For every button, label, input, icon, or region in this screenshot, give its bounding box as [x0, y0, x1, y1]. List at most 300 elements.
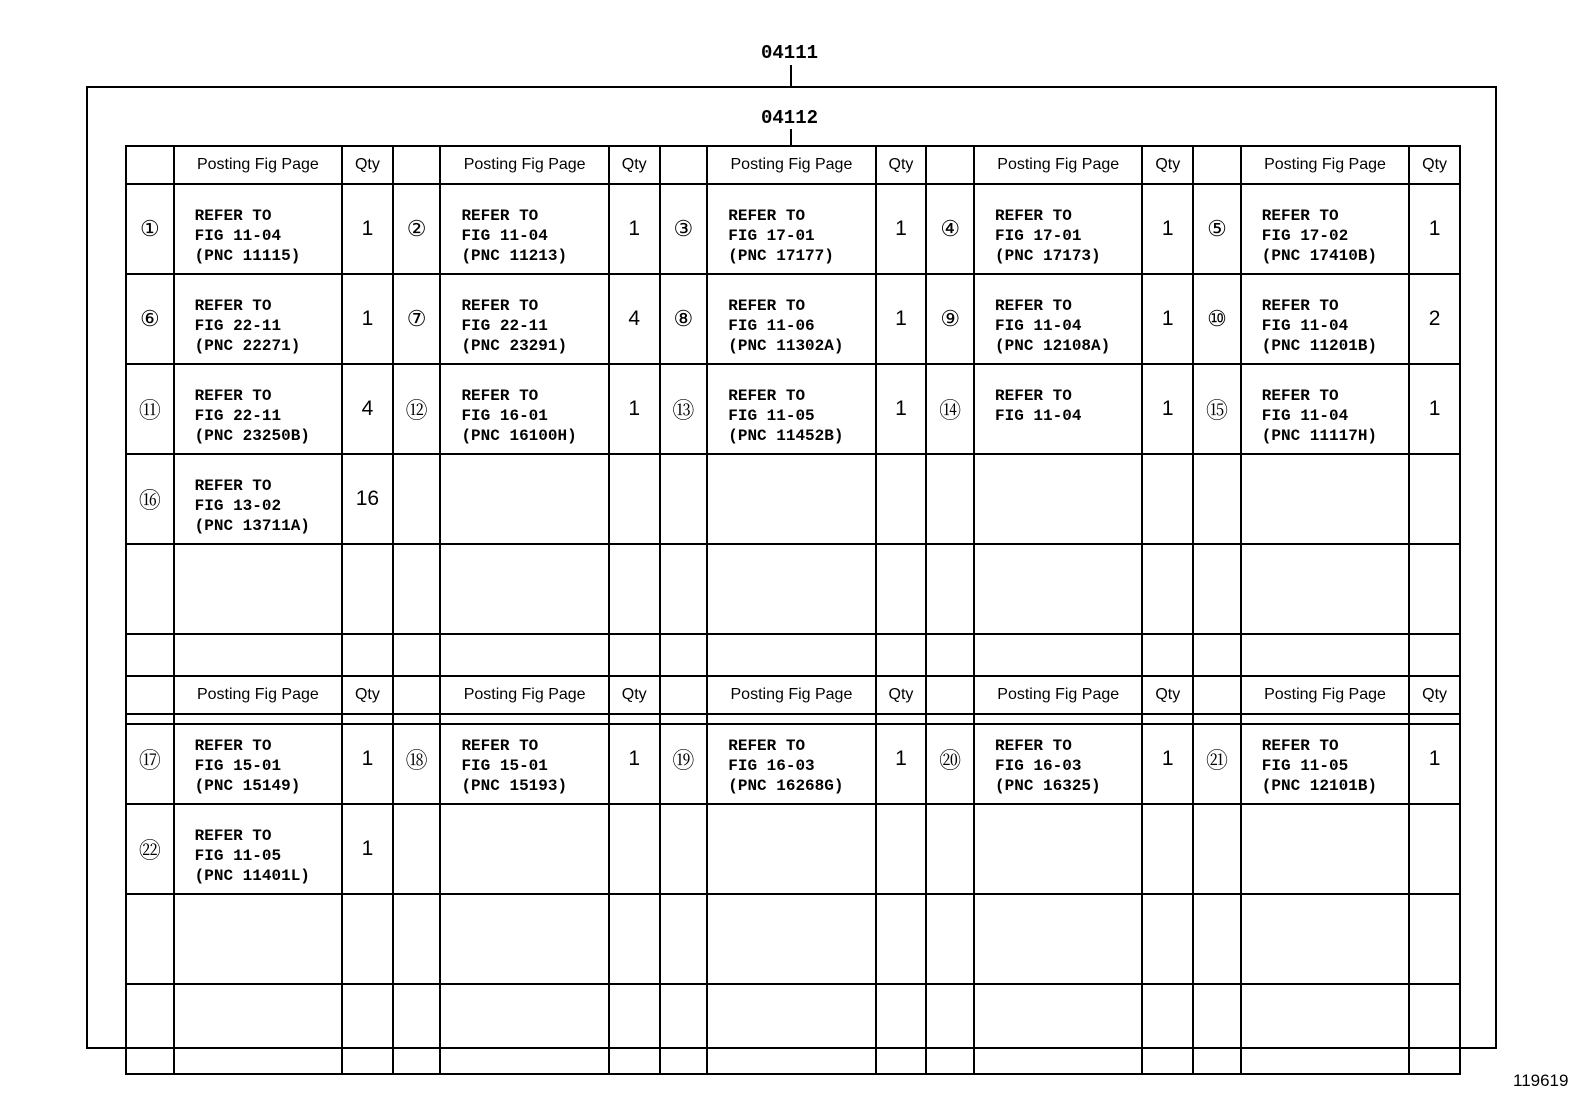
pnc-text: (PNC 12101B) — [1261, 776, 1378, 795]
posting-reference — [1241, 544, 1409, 634]
quantity — [1409, 454, 1460, 544]
posting-reference — [974, 984, 1142, 1074]
pnc-text: (PNC 17173) — [995, 246, 1101, 265]
fig-page-text — [461, 936, 607, 956]
item-number — [126, 544, 174, 634]
pnc-text: (PNC 11117H) — [1261, 426, 1378, 445]
fig-page-text: FIG 11-04 — [995, 316, 1082, 335]
item-number: ② — [393, 184, 441, 274]
item-number — [660, 984, 708, 1074]
fig-page-text: FIG 11-04 — [461, 226, 548, 245]
pnc-text: (PNC 11452B) — [728, 426, 844, 445]
fig-page-text — [461, 586, 607, 606]
quantity: 4 — [609, 274, 660, 364]
refer-to-text: REFER TO — [728, 296, 806, 315]
quantity — [342, 984, 393, 1074]
posting-reference — [974, 714, 1142, 804]
header-posting-fig-page: Posting Fig Page — [974, 676, 1142, 714]
quantity: 1 — [876, 714, 927, 804]
fig-page-text — [995, 496, 1141, 516]
quantity: 1 — [609, 184, 660, 274]
refer-to-text: REFER TO — [1261, 206, 1339, 225]
header-index-cell — [926, 676, 974, 714]
quantity: 1 — [1409, 714, 1460, 804]
pnc-text — [461, 1046, 607, 1066]
pnc-text — [461, 606, 607, 626]
quantity: 1 — [876, 184, 927, 274]
posting-reference — [174, 544, 342, 634]
fig-page-text — [461, 1026, 607, 1046]
posting-reference — [1241, 804, 1409, 894]
refer-to-text — [995, 476, 1141, 496]
quantity — [876, 804, 927, 894]
item-number — [1193, 454, 1241, 544]
item-number: ⑪ — [126, 364, 174, 454]
refer-to-text: REFER TO — [461, 386, 539, 405]
refer-to-text: REFER TO — [194, 736, 272, 755]
refer-to-text — [1262, 566, 1408, 586]
item-number — [126, 984, 174, 1074]
fig-page-text — [995, 586, 1141, 606]
fig-page-text — [1262, 846, 1408, 866]
refer-to-text — [461, 1006, 607, 1026]
fig-page-text — [1262, 1026, 1408, 1046]
quantity: 1 — [342, 274, 393, 364]
inner-leader-line — [790, 129, 792, 146]
quantity: 1 — [1409, 184, 1460, 274]
posting-reference — [707, 364, 875, 454]
header-qty: Qty — [342, 146, 393, 184]
refer-to-text — [728, 566, 874, 586]
item-number — [1193, 984, 1241, 1074]
quantity: 16 — [342, 454, 393, 544]
posting-reference — [1241, 364, 1409, 454]
quantity — [1142, 454, 1193, 544]
item-number: ⑥ — [126, 274, 174, 364]
pnc-text — [1262, 606, 1408, 626]
refer-to-text: REFER TO — [194, 476, 272, 495]
fig-page-text — [728, 1026, 874, 1046]
quantity — [876, 454, 927, 544]
refer-to-text — [728, 1006, 874, 1026]
pnc-text: (PNC 16268G) — [728, 776, 844, 795]
header-index-cell — [126, 676, 174, 714]
pnc-text — [728, 866, 874, 886]
item-number: ⑳ — [926, 714, 974, 804]
refer-to-text: REFER TO — [194, 296, 272, 315]
quantity: 1 — [1142, 184, 1193, 274]
posting-reference — [707, 894, 875, 984]
item-number — [1193, 894, 1241, 984]
item-number — [660, 454, 708, 544]
refer-to-text — [728, 476, 874, 496]
pnc-text — [995, 516, 1141, 536]
pnc-text — [995, 956, 1141, 976]
item-number: ① — [126, 184, 174, 274]
header-posting-fig-page: Posting Fig Page — [174, 146, 342, 184]
header-posting-fig-page: Posting Fig Page — [707, 146, 875, 184]
pnc-text — [195, 606, 341, 626]
pnc-text: (PNC 16100H) — [461, 426, 577, 445]
pnc-text — [728, 1046, 874, 1066]
posting-reference — [174, 184, 342, 274]
item-number — [393, 894, 441, 984]
pnc-text — [461, 866, 607, 886]
header-qty: Qty — [876, 676, 927, 714]
header-qty: Qty — [1142, 146, 1193, 184]
pnc-text — [728, 606, 874, 626]
table-row — [126, 714, 1460, 804]
fig-page-text: FIG 13-02 — [194, 496, 282, 515]
item-number: ㉑ — [1193, 714, 1241, 804]
header-index-cell — [393, 676, 441, 714]
pnc-text — [1262, 956, 1408, 976]
header-qty: Qty — [609, 146, 660, 184]
posting-reference — [707, 544, 875, 634]
pnc-text: (PNC 11115) — [194, 246, 301, 265]
quantity: 1 — [1409, 364, 1460, 454]
item-number — [1193, 804, 1241, 894]
item-number: ④ — [926, 184, 974, 274]
pnc-text: (PNC 17177) — [728, 246, 834, 265]
item-number: ⑮ — [1193, 364, 1241, 454]
header-qty: Qty — [1409, 146, 1460, 184]
fig-page-text — [1262, 936, 1408, 956]
quantity: 4 — [342, 364, 393, 454]
header-qty: Qty — [1142, 676, 1193, 714]
refer-to-text — [1262, 656, 1408, 676]
quantity: 2 — [1409, 274, 1460, 364]
posting-reference — [440, 454, 608, 544]
posting-reference — [1241, 454, 1409, 544]
refer-to-text — [995, 656, 1141, 676]
posting-reference — [1241, 894, 1409, 984]
refer-to-text — [1262, 826, 1408, 846]
fig-page-text: FIG 17-02 — [1261, 226, 1349, 245]
quantity — [1142, 804, 1193, 894]
refer-to-text — [195, 566, 341, 586]
posting-reference — [174, 984, 342, 1074]
pnc-text: (PNC 11401L) — [194, 866, 310, 885]
fig-page-text — [195, 586, 341, 606]
fig-page-text — [728, 586, 874, 606]
refer-to-text — [461, 916, 607, 936]
pnc-text — [728, 956, 874, 976]
refer-to-text: REFER TO — [995, 206, 1072, 225]
header-posting-fig-page: Posting Fig Page — [1241, 146, 1409, 184]
quantity — [342, 894, 393, 984]
quantity — [1409, 894, 1460, 984]
header-index-cell — [126, 146, 174, 184]
pnc-text: (PNC 12108A) — [995, 336, 1111, 355]
refer-to-text: REFER TO — [1261, 296, 1339, 315]
quantity — [1409, 544, 1460, 634]
quantity: 1 — [1142, 714, 1193, 804]
fig-page-text: FIG 11-06 — [728, 316, 815, 335]
quantity: 1 — [1142, 274, 1193, 364]
pnc-text — [461, 516, 607, 536]
header-posting-fig-page: Posting Fig Page — [440, 676, 608, 714]
header-posting-fig-page: Posting Fig Page — [974, 146, 1142, 184]
fig-page-text: FIG 11-05 — [1261, 756, 1349, 775]
posting-reference — [1241, 274, 1409, 364]
item-number — [393, 804, 441, 894]
refer-to-text — [1262, 476, 1408, 496]
item-number: ⑦ — [393, 274, 441, 364]
quantity — [609, 894, 660, 984]
quantity: 1 — [876, 364, 927, 454]
item-number — [1193, 544, 1241, 634]
refer-to-text — [461, 566, 607, 586]
posting-reference — [1241, 184, 1409, 274]
item-number: ⑰ — [126, 714, 174, 804]
pnc-text: (PNC 15149) — [194, 776, 301, 795]
posting-reference — [174, 274, 342, 364]
item-number: ⑲ — [660, 714, 708, 804]
refer-to-text: REFER TO — [995, 386, 1072, 405]
header-index-cell — [660, 146, 708, 184]
refer-to-text: REFER TO — [1261, 386, 1339, 405]
pnc-text: (PNC 13711A) — [194, 516, 310, 535]
item-number: ㉒ — [126, 804, 174, 894]
posting-reference — [440, 984, 608, 1074]
item-number — [660, 544, 708, 634]
quantity — [609, 454, 660, 544]
posting-reference — [974, 894, 1142, 984]
fig-page-text — [728, 846, 874, 866]
header-qty: Qty — [609, 676, 660, 714]
refer-to-text — [195, 1006, 341, 1026]
table-row — [126, 364, 1460, 454]
fig-page-text — [195, 936, 341, 956]
header-index-cell — [1193, 676, 1241, 714]
item-number — [926, 984, 974, 1074]
posting-reference — [974, 544, 1142, 634]
pnc-text — [995, 866, 1141, 886]
quantity — [609, 984, 660, 1074]
refer-to-text — [1262, 1006, 1408, 1026]
posting-reference — [707, 714, 875, 804]
refer-to-text: REFER TO — [728, 386, 806, 405]
table-row — [126, 184, 1460, 274]
refer-to-text: REFER TO — [194, 206, 272, 225]
posting-reference — [440, 804, 608, 894]
posting-reference — [707, 804, 875, 894]
quantity — [1142, 984, 1193, 1074]
quantity: 1 — [876, 274, 927, 364]
quantity — [1409, 804, 1460, 894]
posting-reference — [707, 274, 875, 364]
upper-parts-table — [125, 145, 1461, 725]
header-index-cell — [1193, 146, 1241, 184]
quantity: 1 — [342, 714, 393, 804]
fig-page-text — [995, 1026, 1141, 1046]
quantity — [1142, 544, 1193, 634]
header-index-cell — [660, 676, 708, 714]
refer-to-text: REFER TO — [461, 206, 539, 225]
header-index-cell — [926, 146, 974, 184]
header-posting-fig-page: Posting Fig Page — [440, 146, 608, 184]
posting-reference — [440, 714, 608, 804]
posting-reference — [174, 804, 342, 894]
quantity: 1 — [342, 184, 393, 274]
quantity — [876, 984, 927, 1074]
outer-leader-line — [790, 65, 792, 86]
item-number — [660, 894, 708, 984]
posting-reference — [174, 894, 342, 984]
posting-reference — [974, 454, 1142, 544]
pnc-text: (PNC 23291) — [461, 336, 568, 355]
refer-to-text — [461, 826, 607, 846]
refer-to-text — [195, 916, 341, 936]
item-number: ⑩ — [1193, 274, 1241, 364]
refer-to-text: REFER TO — [728, 206, 806, 225]
fig-page-text: FIG 22-11 — [461, 316, 548, 335]
posting-reference — [707, 984, 875, 1074]
item-number — [126, 894, 174, 984]
header-qty: Qty — [342, 676, 393, 714]
item-number: ⑬ — [660, 364, 708, 454]
fig-page-text: FIG 16-03 — [728, 756, 815, 775]
outer-assembly-label: 04111 — [761, 42, 819, 64]
item-number — [926, 544, 974, 634]
posting-reference — [1241, 984, 1409, 1074]
fig-page-text: FIG 11-04 — [1261, 316, 1349, 335]
item-number — [926, 454, 974, 544]
item-number — [926, 804, 974, 894]
pnc-text — [195, 1046, 341, 1066]
item-number — [393, 984, 441, 1074]
refer-to-text — [1262, 916, 1408, 936]
posting-reference — [440, 544, 608, 634]
pnc-text: (PNC 17410B) — [1261, 246, 1378, 265]
pnc-text — [1262, 516, 1408, 536]
item-number — [393, 454, 441, 544]
pnc-text: (PNC 22271) — [194, 336, 301, 355]
header-qty: Qty — [1409, 676, 1460, 714]
fig-page-text: FIG 22-11 — [194, 316, 282, 335]
refer-to-text — [995, 916, 1141, 936]
item-number — [660, 804, 708, 894]
fig-page-text: FIG 15-01 — [194, 756, 282, 775]
fig-page-text — [995, 936, 1141, 956]
pnc-text: (PNC 11201B) — [1261, 336, 1378, 355]
document-id: 119619 — [1513, 1071, 1569, 1090]
pnc-text — [728, 516, 874, 536]
table-row — [126, 274, 1460, 364]
posting-reference — [174, 454, 342, 544]
posting-reference — [974, 274, 1142, 364]
posting-reference — [974, 364, 1142, 454]
header-row — [126, 146, 1460, 184]
fig-page-text: FIG 17-01 — [995, 226, 1082, 245]
quantity — [876, 544, 927, 634]
posting-reference — [440, 364, 608, 454]
refer-to-text — [728, 826, 874, 846]
refer-to-text: REFER TO — [194, 386, 272, 405]
table-row — [126, 984, 1460, 1074]
table-row — [126, 544, 1460, 634]
pnc-text — [995, 1046, 1141, 1066]
fig-page-text: FIG 11-04 — [194, 226, 282, 245]
table-row — [126, 454, 1460, 544]
item-number — [393, 544, 441, 634]
posting-reference — [440, 274, 608, 364]
posting-reference — [707, 184, 875, 274]
fig-page-text — [1262, 496, 1408, 516]
item-number: ⑫ — [393, 364, 441, 454]
pnc-text: (PNC 23250B) — [194, 426, 310, 445]
fig-page-text — [995, 846, 1141, 866]
posting-reference — [974, 184, 1142, 274]
item-number: ⑭ — [926, 364, 974, 454]
fig-page-text: FIG 11-04 — [1261, 406, 1349, 425]
quantity — [1409, 984, 1460, 1074]
header-posting-fig-page: Posting Fig Page — [174, 676, 342, 714]
pnc-text: (PNC 11302A) — [728, 336, 844, 355]
pnc-text — [1262, 866, 1408, 886]
refer-to-text: REFER TO — [461, 736, 539, 755]
posting-reference — [440, 894, 608, 984]
quantity — [342, 544, 393, 634]
item-number — [926, 894, 974, 984]
item-number: ⑧ — [660, 274, 708, 364]
refer-to-text — [195, 656, 341, 676]
posting-reference — [707, 454, 875, 544]
refer-to-text — [995, 1006, 1141, 1026]
quantity — [876, 894, 927, 984]
refer-to-text: REFER TO — [1261, 736, 1339, 755]
quantity — [1142, 894, 1193, 984]
refer-to-text — [461, 476, 607, 496]
refer-to-text — [995, 826, 1141, 846]
posting-reference — [440, 184, 608, 274]
refer-to-text — [995, 566, 1141, 586]
refer-to-text — [461, 656, 607, 676]
lower-parts-table — [125, 675, 1461, 1075]
refer-to-text: REFER TO — [461, 296, 539, 315]
pnc-text — [461, 956, 607, 976]
fig-page-text — [461, 496, 607, 516]
fig-page-text — [461, 846, 607, 866]
inner-assembly-label: 04112 — [761, 107, 819, 129]
header-qty: Qty — [876, 146, 927, 184]
header-row — [126, 676, 1460, 714]
quantity — [609, 804, 660, 894]
item-number: ⑤ — [1193, 184, 1241, 274]
header-index-cell — [393, 146, 441, 184]
pnc-text: (PNC 15193) — [461, 776, 568, 795]
fig-page-text: FIG 16-01 — [461, 406, 548, 425]
item-number: ⑯ — [126, 454, 174, 544]
header-posting-fig-page: Posting Fig Page — [707, 676, 875, 714]
quantity — [609, 544, 660, 634]
fig-page-text: FIG 16-03 — [995, 756, 1082, 775]
refer-to-text: REFER TO — [194, 826, 272, 845]
pnc-text — [995, 606, 1141, 626]
item-number: ⑱ — [393, 714, 441, 804]
fig-page-text: FIG 15-01 — [461, 756, 548, 775]
refer-to-text: REFER TO — [728, 736, 806, 755]
item-number: ⑨ — [926, 274, 974, 364]
fig-page-text: FIG 11-05 — [728, 406, 815, 425]
pnc-text — [195, 956, 341, 976]
fig-page-text: FIG 11-04 — [995, 406, 1082, 425]
refer-to-text: REFER TO — [995, 296, 1072, 315]
quantity: 1 — [609, 714, 660, 804]
fig-page-text — [728, 496, 874, 516]
pnc-text — [1262, 1046, 1408, 1066]
